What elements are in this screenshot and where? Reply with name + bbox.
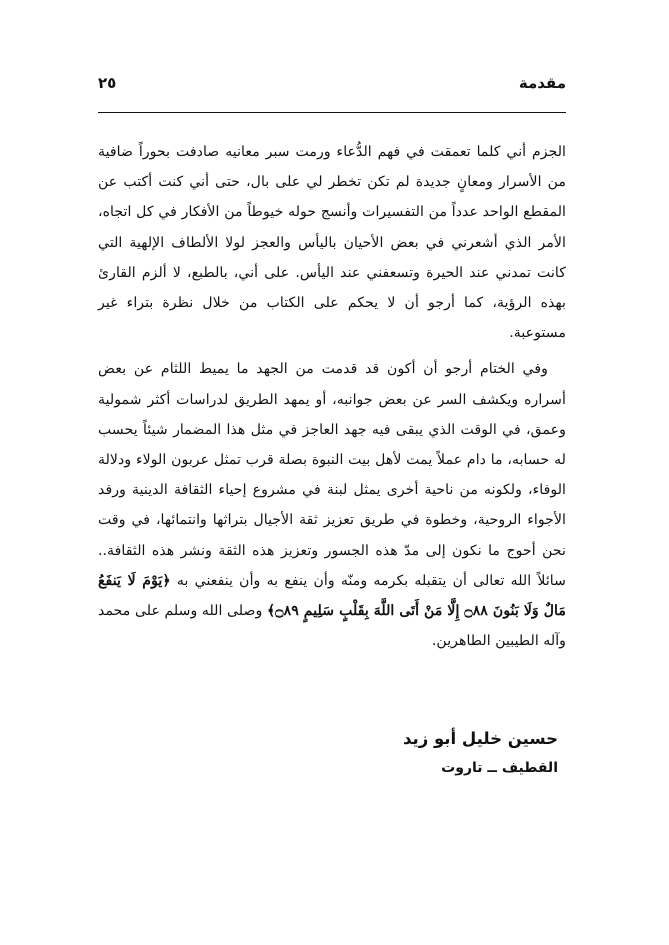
quran-verse: ﴿يَوْمَ لَا يَنفَعُ مَالٌ وَلَا بَنُونَ ۝٨٨ إِلَّا مَنْ أَتَى اللَّهَ بِقَلْبٍ سَلِيمٍ ۝٨٩﴾: [98, 572, 566, 620]
signature-block: [98, 722, 566, 780]
paragraph-2: [98, 354, 566, 656]
paragraph-2-text: وفي الختام أرجو أن أكون قد قدمت من الجهد ما يميط اللثام عن بعض أسراره ويكشف السر عن بعض جوانبه، أو يمهد الطريق لدراسات أكثر شمولية وعمق، في الوقت الذي يبقى فيه جهد العاجز في مثل هذا المضمار شيئاً يحسب له حسابه، ما دام عملاً يمت لأهل بيت النبوة بصلة قرب تمثل عربون الولاء ودلالة الوفاء، ولكونه من ناحية أخرى يمثل لبنة في مشروع إحياء الثقافة الدينية ورفد الأجواء الروحية، وخطوة في طريق تعزيز ثقة الأجيال بتراثها وانتمائها، في وقت نحن أحوج ما نكون إلى مدّ هذه الجسور وتعزيز هذه الثقة ونشر هذه الثقافة.. سائلاً الله تعالى أن يتقبله بكرمه ومنّه وأن ينفع به وأن ينفعني به: [98, 361, 566, 589]
running-title: مقدمة: [518, 74, 566, 92]
body-text: [98, 137, 566, 662]
author-name: حسين خليل أبو زيد: [402, 729, 558, 748]
page-number: ٢٥: [98, 74, 117, 92]
author-place: القطيف ــ تاروت: [441, 760, 558, 776]
header-rule: [98, 112, 566, 113]
page-header: [98, 70, 566, 98]
paragraph-2-closing: وصلى الله وسلم على محمد وآله الطيبين الطاهرين.: [98, 603, 566, 650]
paragraph-1: الجزم أني كلما تعمقت في فهم الدُّعاء ورمت سبر معانيه صادفت بحوراً ضافية من الأسرار ومعانٍ جديدة لم تكن تخطر لي على بال، حتى أني كنت أكتب عن المقطع الواحد عدداً من التفسيرات وأنسج حوله خيوطاً من الأفكار في كل اتجاه، الأمر الذي أشعرني في بعض الأحيان باليأس والعجز لولا الألطاف الإلهية التي كانت تمدني عند الحيرة وتسعفني عند اليأس. على أني، بالطبع، لا ألزم القارئ بهذه الرؤية، كما أرجو أن لا يحكم على الكتاب من خلال نظرة بتراء غير مستوعبة.: [98, 144, 566, 342]
